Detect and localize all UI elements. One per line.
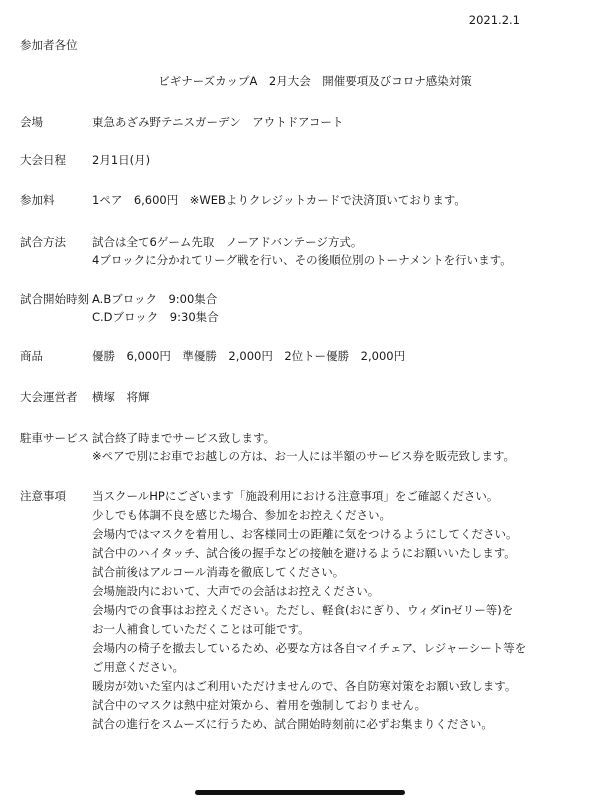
field-value (92, 191, 592, 209)
field-label: 大会運営者 (20, 390, 78, 404)
note-line: 試合の進行をスムーズに行うため、試合開始時刻前に必ずお集まりください。 (92, 717, 493, 731)
note-line: 会場内での食事はお控えください。ただし、軽食(おにぎり、ウィダinゼリー等)を (92, 603, 514, 617)
note-line: 少しでも体調不良を感じた場合、参加をお控えください。 (92, 508, 391, 522)
field-value (92, 113, 592, 131)
field-label: 商品 (20, 349, 43, 363)
field-value (92, 429, 592, 465)
note-line: 会場施設内において、大声での会話はお控えください。 (92, 584, 380, 598)
note-line: ご用意ください。 (92, 660, 184, 674)
field-label: 注意事項 (20, 489, 66, 503)
field-label: 試合開始時刻 (20, 292, 89, 306)
note-line: 会場内ではマスクを着用し、お客様同士の距離に気をつけるようにしてください。 (92, 527, 518, 541)
field-value-line: 東急あざみ野テニスガーデン アウトドアコート (92, 115, 344, 129)
field-value (92, 347, 592, 365)
field-value-line: ※ペアで別にお車でお越しの方は、お一人には半額のサービス券を販売致します。 (92, 449, 516, 463)
note-line: 当スクールHPにございます「施設利用における注意事項」をご確認ください。 (92, 489, 499, 503)
note-line: 試合前後はアルコール消毒を徹底してください。 (92, 565, 345, 579)
field-label: 会場 (20, 115, 43, 129)
field-label: 大会日程 (20, 153, 66, 167)
field-value (92, 487, 592, 734)
field-value-line: 試合終了時までサービス致します。 (92, 431, 276, 445)
field-value (92, 151, 592, 169)
field-label: 参加料 (20, 193, 55, 207)
note-line: 暖房が効いた室内はご利用いただけませんので、各自防寒対策をお願い致します。 (92, 679, 517, 693)
note-line: 試合中のマスクは熱中症対策から、着用を強制しておりません。 (92, 698, 427, 712)
home-indicator[interactable] (195, 790, 405, 795)
note-line: 試合中のハイタッチ、試合後の握手などの接触を避けるようにお願いいたします。 (92, 546, 516, 560)
field-value-line: 横塚 将輝 (92, 390, 150, 404)
field-value (92, 388, 592, 406)
field-value-line: A.Bブロック 9:00集合 (92, 292, 218, 306)
field-value (92, 290, 592, 326)
note-line: お一人補食していただくことは可能です。 (92, 622, 310, 636)
field-value-line: 2月1日(月) (92, 153, 151, 167)
field-value (92, 233, 592, 269)
document-date: 2021.2.1 (468, 13, 520, 27)
field-value-line: 1ペア 6,600円 ※WEBよりクレジットカードで決済頂いております。 (92, 193, 466, 207)
field-value-line: 優勝 6,000円 準優勝 2,000円 2位トー優勝 2,000円 (92, 349, 406, 363)
salutation: 参加者各位 (20, 38, 78, 52)
field-value-line: C.Dブロック 9:30集合 (92, 310, 219, 324)
field-value-line: 4ブロックに分かれてリーグ戦を行い、その後順位別のトーナメントを行います。 (92, 253, 512, 267)
note-line: 会場内の椅子を撤去しているため、必要な方は各自マイチェア、レジャーシート等を (92, 641, 527, 655)
field-label: 試合方法 (20, 235, 66, 249)
field-value-line: 試合は全て6ゲーム先取 ノーアドバンテージ方式。 (92, 235, 363, 249)
document-title: ビギナーズカップA 2月大会 開催要項及びコロナ感染対策 (158, 74, 472, 88)
field-label: 駐車サービス (20, 431, 89, 445)
